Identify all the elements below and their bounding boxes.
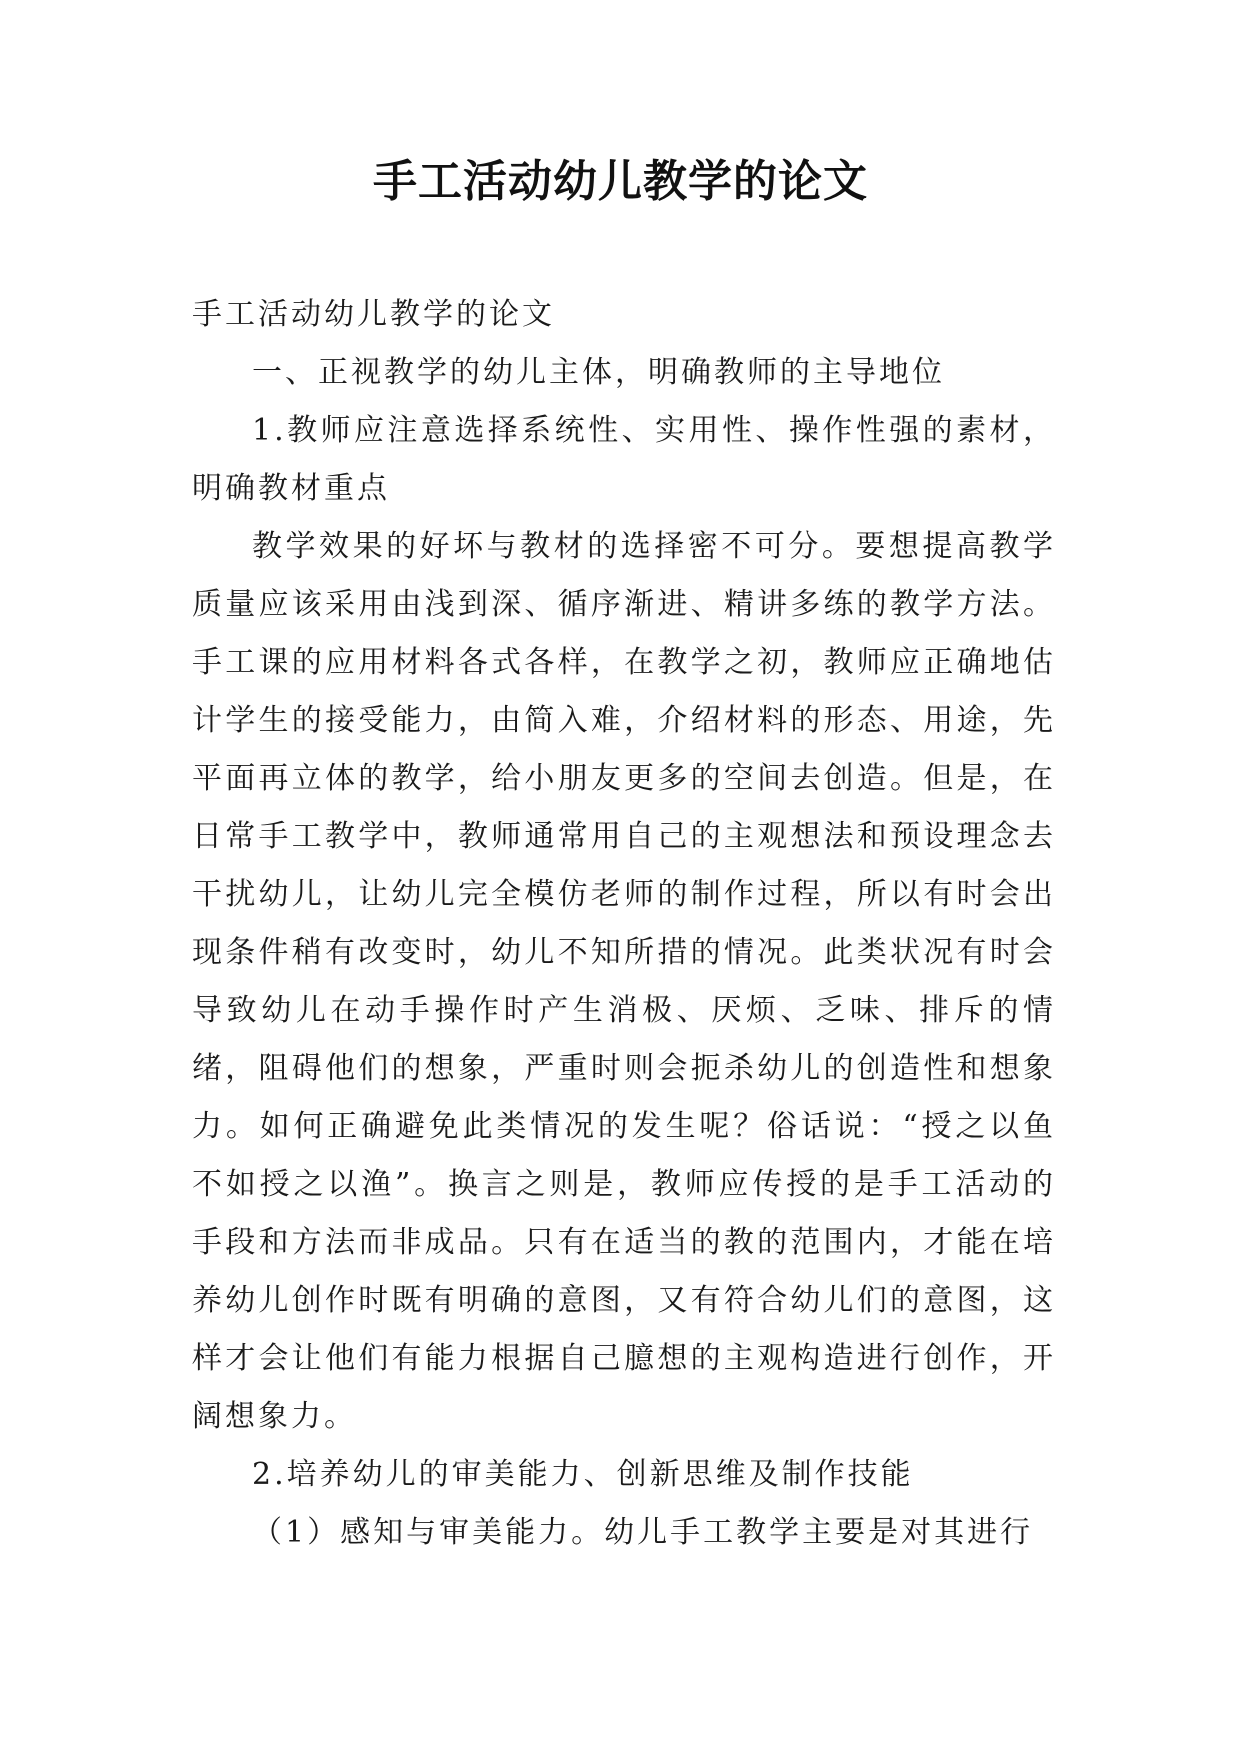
item-heading-1: 1.教师应注意选择系统性、实用性、操作性强的素材，明确教材重点 — [192, 413, 1056, 506]
lead-line: 手工活动幼儿教学的论文 — [192, 297, 555, 332]
section-heading: 一、正视教学的幼儿主体，明确教师的主导地位 — [252, 355, 945, 390]
document-body — [192, 286, 1056, 1562]
paragraph-1: 教学效果的好坏与教材的选择密不可分。要想提高教学质量应该采用由浅到深、循序渐进、精讲多练的教学方法。手工课的应用材料各式各样，在教学之初，教师应正确地估计学生的接受能力，由简入难，介绍材料的形态、用途，先平面再立体的教学，给小朋友更多的空间去创造。但是，在日常手工教学中，教师通常用自己的主观想法和预设理念去干扰幼儿，让幼儿完全模仿老师的制作过程，所以有时会出现条件稍有改变时，幼儿不知所措的情况。此类状况有时会导致幼儿在动手操作时产生消极、厌烦、乏味、排斥的情绪，阻碍他们的想象，严重时则会扼杀幼儿的创造性和想象力。如何正确避免此类情况的发生呢？俗话说：“授之以鱼不如授之以渔”。换言之则是，教师应传授的是手工活动的手段和方法而非成品。只有在适当的教的范围内，才能在培养幼儿创作时既有明确的意图，又有符合幼儿们的意图，这样才会让他们有能力根据自己臆想的主观构造进行创作，开阔想象力。 — [192, 529, 1056, 1434]
item-heading-2: 2.培养幼儿的审美能力、创新思维及制作技能 — [252, 1457, 914, 1492]
paragraph-2: （1）感知与审美能力。幼儿手工教学主要是对其进行 — [252, 1515, 1034, 1550]
document-title: 手工活动幼儿教学的论文 — [373, 156, 868, 207]
